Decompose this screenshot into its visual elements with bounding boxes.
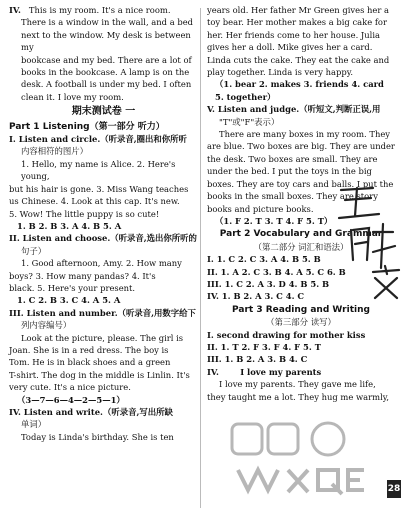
text-line: boxes. They are toy cars and balls. I put the — [207, 178, 394, 189]
text-line: black. 5. Here's your present. — [9, 282, 136, 293]
text-line: books and picture books. — [207, 203, 314, 214]
left-column — [9, 4, 198, 443]
essay-title: I love my parents — [240, 366, 322, 377]
text-line: toy bear. Her mother makes a big cake for — [207, 17, 387, 28]
text-line: This is my room. It's a nice room. — [28, 5, 171, 15]
text-line: are blue. Two boxes are big. They are under — [207, 141, 395, 152]
text-line: There is a window in the wall, and a bed — [21, 17, 194, 28]
part1-title: Part 1 Listening（第一部分 听力） — [9, 121, 165, 132]
text-line: Tom. He is in black shoes and a green — [9, 357, 171, 368]
text-line: Linda cuts the cake. They eat the cake and — [207, 54, 390, 65]
part3-title: Part 3 Reading and Writing — [232, 304, 370, 315]
answer-key: I. second drawing for mother kiss — [207, 329, 366, 340]
text-line: Joan. She is in a red dress. The boy is — [9, 344, 169, 355]
text-line: T-shirt. The dog in the middle is Linlin. It's — [9, 369, 190, 380]
section-title-cont: 单词） — [21, 419, 47, 430]
text-line: play together. Linda is very happy. — [207, 67, 354, 78]
iv-passage-line — [9, 4, 198, 16]
section-title-cont: 句子） — [21, 245, 47, 256]
page-number: 28 — [387, 480, 401, 498]
part2-subtitle: （第二部分 词汇和语法） — [253, 241, 349, 252]
text-line: 1. Good afternoon, Amy. 2. How many — [21, 258, 182, 269]
text-line: Look at the picture, please. The girl is — [21, 332, 184, 343]
text-line: books in the small boxes. They are story — [207, 191, 378, 202]
section-title: I. Listen and circle.（听录音,圈出和你所听 — [9, 134, 187, 145]
part2-title: Part 2 Vocabulary and Grammar — [219, 229, 383, 240]
text-line: bookcase and my bed. There are a lot of — [21, 54, 192, 65]
text-line: clean it. I love my room. — [21, 91, 124, 102]
answer-key: 1. C 2. B 3. C 4. A 5. A — [17, 295, 121, 306]
text-line: us Chinese. 4. Look at this cap. It's new. — [9, 196, 180, 207]
answer-key: II. 1. T 2. F 3. F 4. F 5. T — [207, 341, 321, 352]
section-title-cont: 内容相符的图片） — [21, 146, 88, 157]
test-title: 期末测试卷 一 — [71, 106, 136, 118]
text-line: under the bed. I put the toys in the big — [207, 166, 372, 177]
text-line: There are many boxes in my room. They — [219, 129, 391, 140]
section-title: IV. Listen and write.（听录音,写出所缺 — [9, 407, 173, 417]
answer-key: I. 1. C 2. C 3. A 4. B 5. B — [207, 254, 321, 265]
text-line: 1. Hello, my name is Alice. 2. Here's young, — [21, 158, 176, 182]
part3-subtitle: （第三部分 读写） — [266, 317, 336, 328]
text-line: gives her a doll. Mike gives her a card. — [207, 42, 373, 53]
text-line: books in the bookcase. A lamp is on the — [21, 67, 190, 78]
answer-key: （1. bear 2. makes 3. friends 4. card — [215, 79, 384, 90]
text-line: I love my parents. They gave me life, — [219, 379, 376, 390]
text-line: the desk. Two boxes are small. They are — [207, 153, 378, 164]
section-title-cont: 列内容编号） — [21, 320, 72, 331]
section-title-cont: "T"或"F"表示） — [219, 116, 280, 127]
iv-heading-row — [207, 366, 395, 378]
answer-key: 1. B 2. B 3. A 4. B 5. A — [17, 220, 122, 231]
text-line: they taught me a lot. They hug me warmly, — [207, 391, 390, 402]
answer-key: III. 1. C 2. A 3. D 4. B 5. B — [207, 278, 330, 289]
answer-key: IV. 1. B 2. A 3. C 4. C — [207, 291, 305, 302]
text-line: Today is Linda's birthday. She is ten — [21, 431, 174, 442]
answer-key: 5. together） — [215, 91, 276, 102]
iv-label: IV. — [9, 5, 21, 15]
text-line: very cute. It's a nice picture. — [9, 382, 131, 393]
watermark-logo — [228, 420, 378, 500]
text-line: 5. Wow! The little puppy is so cute! — [9, 208, 160, 219]
section-title: II. Listen and choose.（听录音,选出你所听的 — [9, 233, 197, 244]
text-line: boys? 3. How many pandas? 4. It's — [9, 270, 156, 281]
text-line: desk. A football is under my bed. I often — [21, 79, 192, 90]
handwriting-stamp — [333, 182, 403, 302]
text-line: years old. Her father Mr Green gives her a — [207, 5, 390, 15]
text-line: her. Her friends come to her house. Julia — [207, 29, 381, 40]
section-title: V. Listen and judge.（听短文,判断正误,用 — [207, 104, 381, 115]
answer-key: II. 1. A 2. C 3. B 4. A 5. C 6. B — [207, 266, 346, 277]
answer-key: （1. F 2. T 3. T 4. F 5. T） — [215, 215, 333, 226]
answer-key: III. 1. B 2. A 3. B 4. C — [207, 354, 308, 365]
answer-key: （3—7—6—4—2—5—1） — [17, 394, 125, 405]
text-line: but his hair is gone. 3. Miss Wang teaches — [9, 183, 189, 194]
section-title: III. Listen and number.（听录音,用数字给下 — [9, 307, 196, 318]
iv-label: IV. — [207, 366, 219, 377]
column-divider — [200, 8, 201, 508]
text-line: next to the window. My desk is between my — [21, 29, 191, 53]
